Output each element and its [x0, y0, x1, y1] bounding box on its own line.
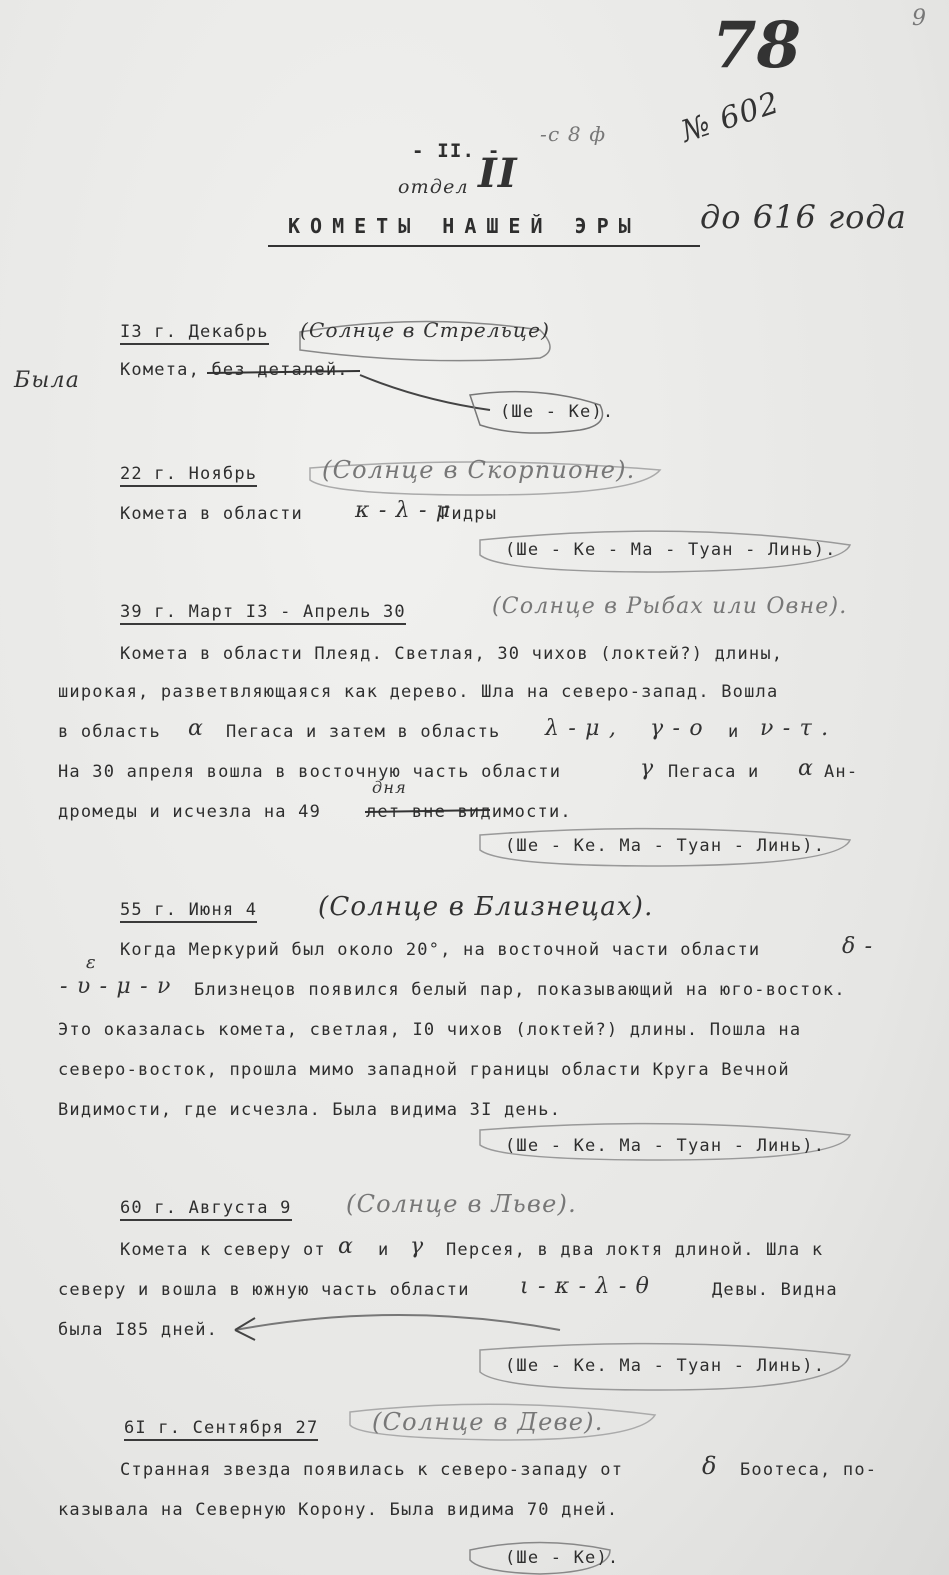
- entry-line: Девы. Видна: [712, 1280, 838, 1300]
- source-citation: (Ше - Ке).: [500, 402, 615, 422]
- entry-line: Это оказалась комета, светлая, I0 чихов (локтей?) длины. Пошла на: [58, 1020, 802, 1040]
- greek-letter: γ: [410, 1234, 425, 1259]
- entry-line: и: [728, 722, 740, 742]
- margin-note: Была: [14, 368, 81, 393]
- entry-line: Видимости, где исчезла. Была видима 3I день.: [58, 1100, 562, 1120]
- entry-line: Странная звезда появилась к северо-западу от: [120, 1460, 624, 1480]
- entry-line: Когда Меркурий был около 20°, на восточной части области: [120, 940, 761, 960]
- archive-number: 78: [712, 8, 802, 83]
- entry-line: Близнецов появился белый пар, показывающий на юго-восток.: [194, 980, 846, 1000]
- title-handwritten-addition: до 616 года: [700, 198, 907, 236]
- greek-letters: λ - μ ,: [545, 716, 618, 741]
- entry-heading-note: (Солнце в Рыбах или Овне).: [492, 594, 848, 619]
- entry-line: широкая, разветвляющаяся как дерево. Шла на северо-запад. Вошла: [58, 682, 779, 702]
- source-citation: (Ше - Ке. Ма - Туан - Линь).: [505, 1356, 826, 1376]
- entry-line: дромеды и исчезла на 49: [58, 802, 322, 822]
- entry-line: Комета в области Плеяд. Светлая, 30 чихов (локтей?) длины,: [120, 644, 784, 664]
- greek-letters: δ -: [842, 934, 874, 959]
- entry-line: северу и вошла в южную часть области: [58, 1280, 470, 1300]
- entry-heading: I3 г. Декабрь: [120, 322, 269, 345]
- entry-line: Пегаса и: [668, 762, 760, 782]
- entry-line: На 30 апреля вошла в восточную часть области: [58, 762, 562, 782]
- greek-letters: κ - λ - μ: [355, 498, 452, 523]
- entry-line: Персея, в два локтя длиной. Шла к: [446, 1240, 824, 1260]
- greek-letter: γ: [640, 756, 655, 781]
- greek-letters: - υ - μ - ν: [60, 974, 172, 999]
- greek-letter: α: [188, 716, 205, 741]
- entry-line: была I85 дней.: [58, 1320, 219, 1340]
- source-citation: (Ше - Ке. Ма - Туан - Линь).: [505, 836, 826, 856]
- entry-heading: 22 г. Ноябрь: [120, 464, 257, 487]
- entry-line: Боотеса, по-: [740, 1460, 878, 1480]
- entry-line: казывала на Северную Корону. Была видима 70 дней.: [58, 1500, 619, 1520]
- source-citation: (Ше - Ке - Ма - Туан - Линь).: [505, 540, 837, 560]
- entry-line: Пегаса и затем в область: [226, 722, 501, 742]
- entry-line: Комета, без деталей.: [120, 360, 349, 380]
- entry-line: северо-восток, прошла мимо западной границы области Круга Вечной: [58, 1060, 790, 1080]
- entry-heading: 39 г. Март I3 - Апрель 30: [120, 602, 406, 625]
- entry-line: и: [378, 1240, 390, 1260]
- greek-letters: ι - κ - λ - θ: [520, 1274, 651, 1299]
- greek-letter: α: [798, 756, 815, 781]
- entry-line: Комета к северу от: [120, 1240, 326, 1260]
- entry-heading: 6I г. Сентября 27: [124, 1418, 318, 1441]
- entry-line: Гидры: [440, 504, 498, 524]
- header-note: -с 8 ф: [540, 122, 607, 146]
- section-prefix: отдел: [398, 176, 469, 198]
- entry-heading-note: (Солнце в Льве).: [346, 1190, 577, 1218]
- entry-line: в область: [58, 722, 161, 742]
- source-citation: (Ше - Ке).: [505, 1548, 620, 1568]
- greek-letters: γ - ο: [650, 716, 704, 741]
- handwritten-correction: дня: [372, 778, 407, 797]
- page-title: КОМЕТЫ НАШЕЙ ЭРЫ: [288, 214, 641, 238]
- struck-text: лет вне видимости.: [366, 802, 572, 822]
- entry-line: Ан-: [824, 762, 859, 782]
- section-number: - II. -: [412, 140, 501, 162]
- entry-heading: 55 г. Июня 4: [120, 900, 257, 923]
- source-citation: (Ше - Ке. Ма - Туан - Линь).: [505, 1136, 826, 1156]
- entry-heading-note: (Солнце в Деве).: [372, 1408, 604, 1436]
- archive-number-sub: № 602: [677, 85, 785, 150]
- entry-heading-note: (Солнце в Стрельце): [300, 318, 551, 342]
- greek-letters: ν - τ .: [760, 716, 830, 741]
- entry-heading-note: (Солнце в Скорпионе).: [322, 456, 636, 484]
- greek-letter: ε: [86, 952, 97, 973]
- greek-letter: α: [338, 1234, 355, 1259]
- entry-heading-note: (Солнце в Близнецах).: [318, 892, 654, 922]
- greek-letter: δ: [702, 1452, 718, 1480]
- entry-line: Комета в области: [120, 504, 303, 524]
- entry-heading: 60 г. Августа 9: [120, 1198, 292, 1221]
- corner-page-number: 9: [912, 6, 928, 31]
- section-roman: II: [478, 150, 518, 197]
